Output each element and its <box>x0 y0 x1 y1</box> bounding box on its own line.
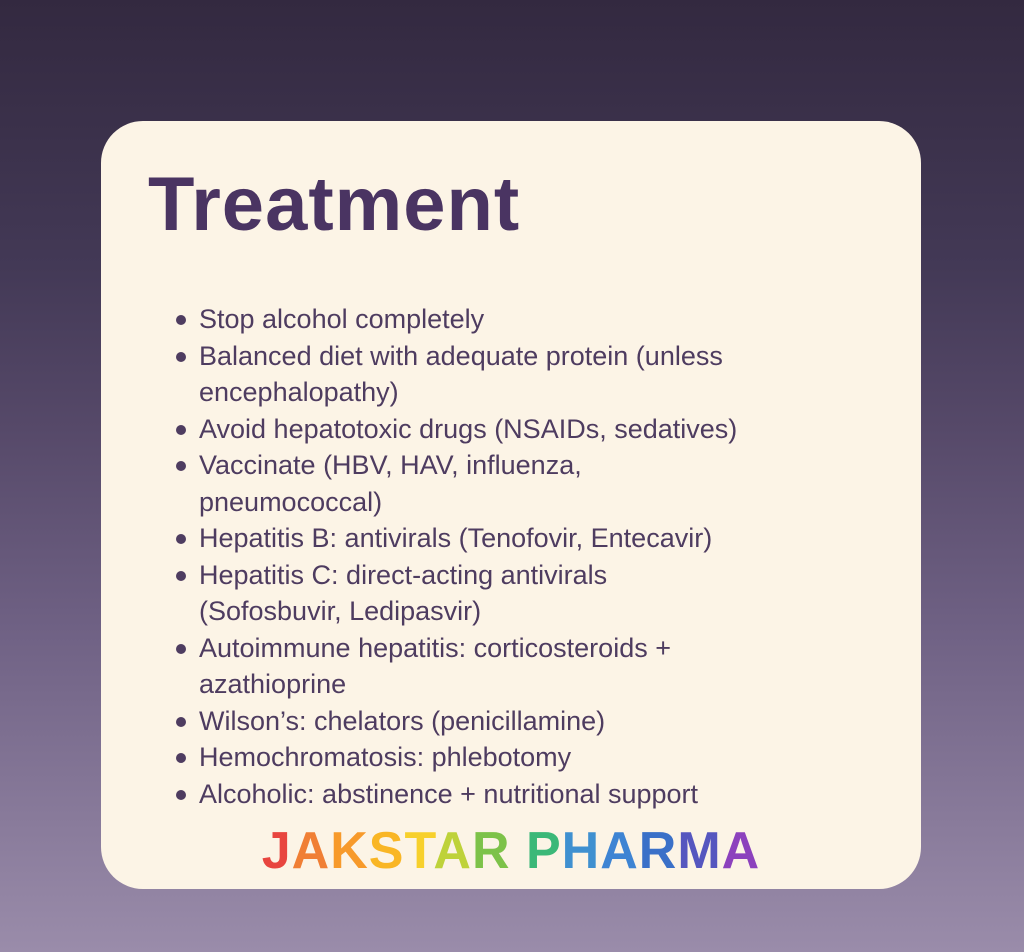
bullet-dot-icon <box>176 352 186 362</box>
treatment-list <box>176 301 737 812</box>
page-title: Treatment <box>148 162 521 247</box>
list-item-text: Hemochromatosis: phlebotomy <box>199 742 572 772</box>
list-item <box>176 520 737 557</box>
brand-letter: J <box>261 822 292 880</box>
brand-letter: S <box>368 822 405 880</box>
bullet-dot-icon <box>176 534 186 544</box>
bullet-dot-icon <box>176 644 186 654</box>
list-item <box>176 739 737 776</box>
bullet-dot-icon <box>176 461 186 471</box>
list-item-text: Autoimmune hepatitis: corticosteroids + <box>199 632 671 663</box>
brand-letter: R <box>638 822 678 880</box>
list-item <box>176 557 737 630</box>
bullet-dot-icon <box>176 717 186 727</box>
brand-letter: A <box>600 822 639 880</box>
brand-letter: K <box>330 822 369 880</box>
list-item-text: Balanced diet with adequate protein (unless <box>199 340 723 371</box>
brand-letter: R <box>471 822 511 880</box>
bullet-dot-icon <box>176 571 186 581</box>
bullet-dot-icon <box>176 790 186 800</box>
list-item <box>176 411 737 448</box>
bullet-dot-icon <box>176 315 186 325</box>
list-item-text: Wilson’s: chelators (penicillamine) <box>199 705 606 736</box>
brand-letter <box>511 822 526 880</box>
content-card <box>101 121 921 889</box>
bullet-dot-icon <box>176 753 186 763</box>
brand-letter: M <box>677 822 722 880</box>
list-item <box>176 301 737 338</box>
brand-letter: T <box>404 822 434 880</box>
list-item <box>176 630 737 703</box>
bullet-dot-icon <box>176 425 186 435</box>
list-item-text: Hepatitis B: antivirals (Tenofovir, Entecavir) <box>199 523 713 553</box>
brand-letter: A <box>291 822 331 880</box>
list-item-text: Hepatitis C: direct-acting antivirals <box>199 559 608 590</box>
list-item-text: pneumococcal) <box>199 486 383 517</box>
list-item-text: Avoid hepatotoxic drugs (NSAIDs, sedatives) <box>199 413 738 444</box>
list-item <box>176 776 737 813</box>
brand-letter: A <box>433 822 472 880</box>
list-item <box>176 703 737 740</box>
list-item <box>176 447 737 520</box>
list-item <box>176 338 737 411</box>
brand-letter: P <box>525 822 562 880</box>
list-item-text: Stop alcohol completely <box>199 304 485 334</box>
list-item-text: encephalopathy) <box>199 377 399 407</box>
brand-letter: H <box>561 822 601 880</box>
list-item-text: azathioprine <box>199 669 347 699</box>
brand-letter: A <box>721 822 761 880</box>
brand-logo-text <box>101 821 921 881</box>
list-item-text: (Sofosbuvir, Ledipasvir) <box>199 596 482 626</box>
list-item-text: Vaccinate (HBV, HAV, influenza, <box>199 450 582 480</box>
list-item-text: Alcoholic: abstinence + nutritional support <box>199 778 699 809</box>
